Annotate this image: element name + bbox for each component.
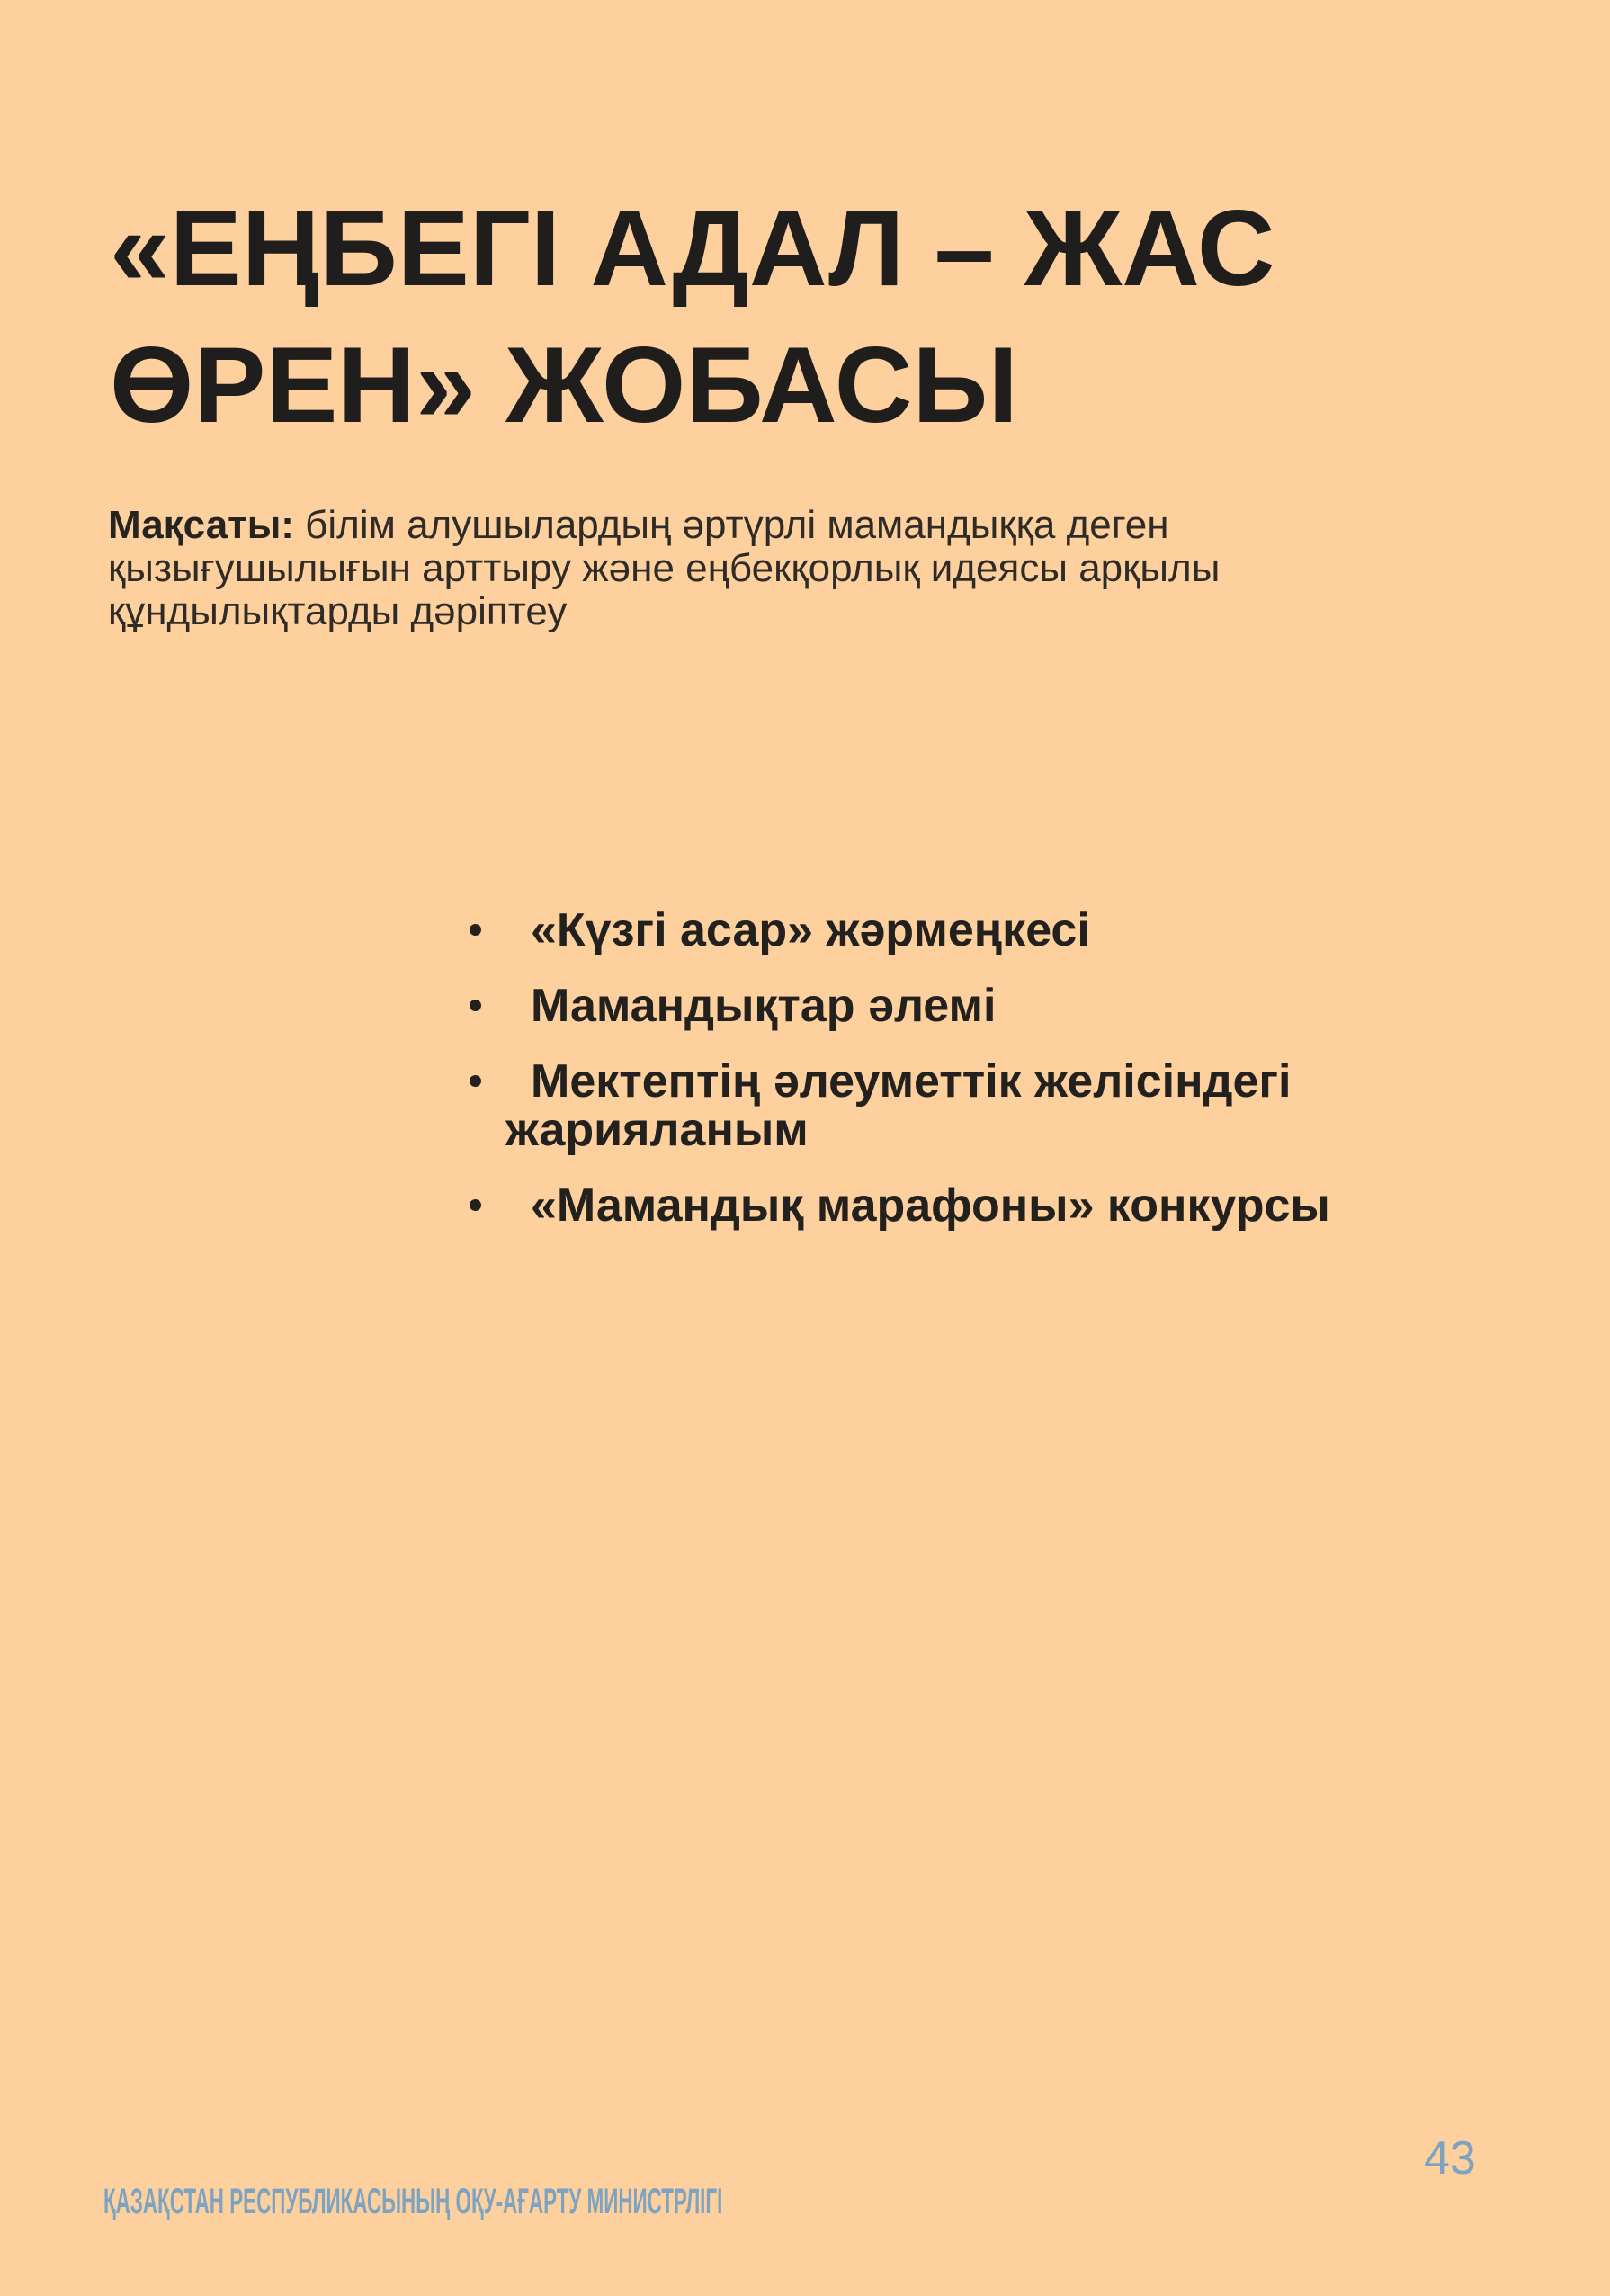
bullet-item-label: Мамандықтар әлемі — [531, 980, 997, 1032]
goal-line-1-text: білім алушылардың әртүрлі мамандыққа деген — [305, 503, 1169, 547]
bullet-dot — [470, 1199, 481, 1211]
footer-ministry: ҚАЗАҚСТАН РЕСПУБЛИКАСЫНЫҢ ОҚУ-АҒАРТУ МИНИСТРЛІГІ — [103, 2182, 723, 2221]
goal-paragraph — [108, 503, 1221, 633]
bullet-dot — [470, 1075, 481, 1087]
goal-line-2: қызығушылығын арттыру және еңбекқорлық идеясы арқылы — [108, 546, 1221, 590]
bullet-item-label: «Мамандық марафоны» конкурсы — [531, 1179, 1330, 1232]
list-item — [505, 1057, 1441, 1154]
goal-line-3: құндылықтарды дәріптеу — [108, 589, 568, 633]
bullet-dot — [470, 924, 481, 936]
bullet-dot — [470, 1000, 481, 1011]
page-number: 43 — [1424, 2132, 1476, 2184]
goal-line-1 — [108, 503, 1169, 547]
bullet-item-label: Мектептің әлеуметтік желісіндегі жарияланым — [505, 1055, 1292, 1156]
list-item — [505, 1181, 1441, 1230]
list-item — [505, 982, 1441, 1030]
bullet-item-label: «Күзгі асар» жәрмеңкесі — [531, 904, 1090, 956]
page-title: «ЕҢБЕГІ АДАЛ – ЖАС ӨРЕН» ЖОБАСЫ — [110, 188, 1275, 446]
goal-label: Мақсаты: — [108, 503, 294, 547]
bullet-list — [505, 906, 1441, 1257]
list-item — [505, 906, 1441, 955]
